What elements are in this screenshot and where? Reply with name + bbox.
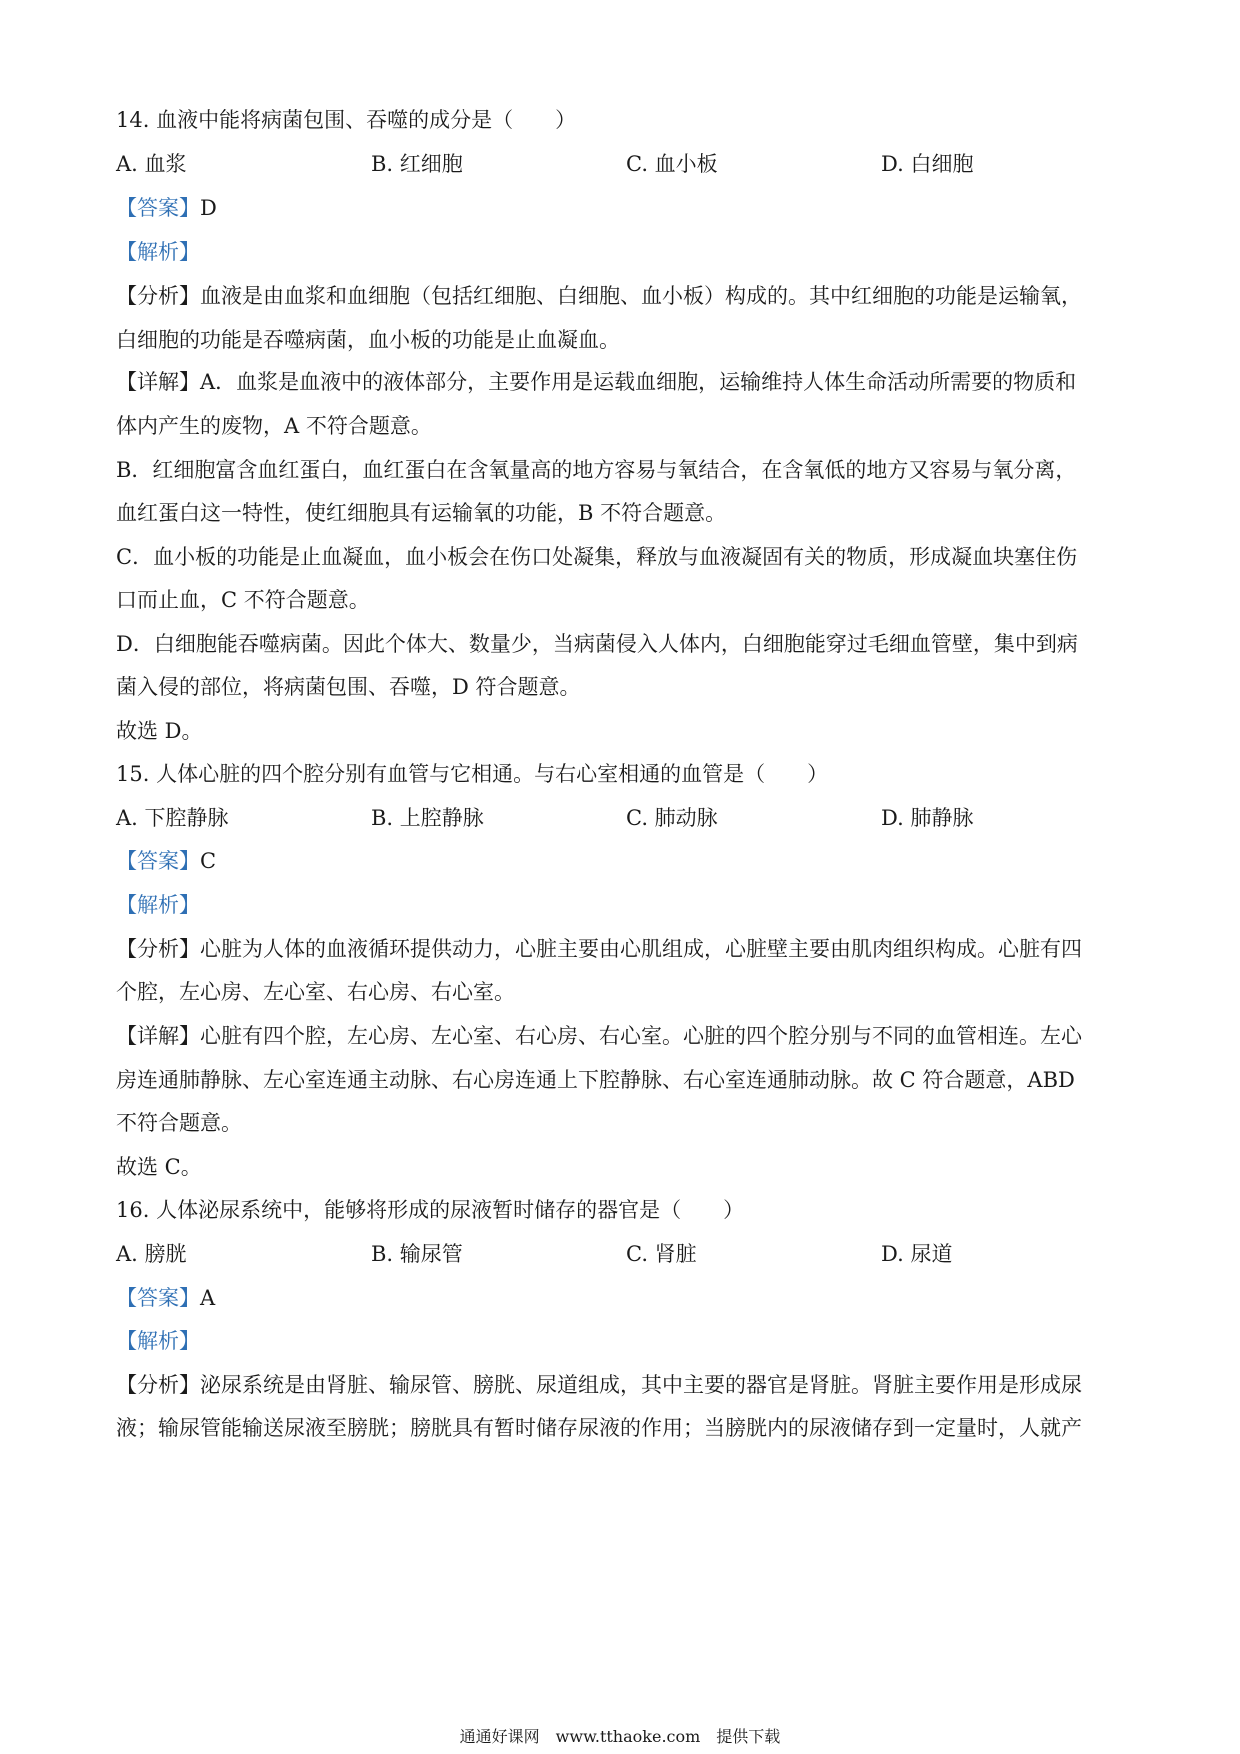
option-b-explain-1: B．红细胞富含血红蛋白，血红蛋白在含氧量高的地方容易与氧结合，在含氧低的地方又容易与氧分离， bbox=[116, 458, 1077, 482]
fenxi-line-1: 【分析】泌尿系统是由肾脏、输尿管、膀胱、尿道组成，其中主要的器官是肾脏。肾脏主要作用是形成尿 bbox=[116, 1373, 1082, 1397]
conclusion: 故选 D。 bbox=[116, 719, 203, 743]
xiangjie-line-2: 房连通肺静脉、左心室连通主动脉、右心房连通上下腔静脉、右心室连通肺动脉。故 C 符合题意，ABD bbox=[116, 1068, 1075, 1092]
question-16-options bbox=[116, 1240, 1126, 1268]
option-c-explain-1: C．血小板的功能是止血凝血，血小板会在伤口处凝集，释放与血液凝固有关的物质，形成凝血块塞住伤 bbox=[116, 545, 1078, 569]
option-d: D. 尿道 bbox=[881, 1242, 953, 1266]
option-b-explain-2: 血红蛋白这一特性，使红细胞具有运输氧的功能，B 不符合题意。 bbox=[116, 501, 727, 525]
answer-tag: 【答案】 bbox=[116, 849, 200, 873]
question-14-stem: 14. 血液中能将病菌包围、吞噬的成分是（ ） bbox=[116, 108, 577, 132]
answer-line bbox=[116, 1284, 1126, 1312]
option-c: C. 肾脏 bbox=[626, 1242, 697, 1266]
option-b: B. 输尿管 bbox=[371, 1242, 463, 1266]
option-c-explain-2: 口而止血，C 不符合题意。 bbox=[116, 588, 370, 612]
question-16-stem: 16. 人体泌尿系统中，能够将形成的尿液暂时储存的器官是（ ） bbox=[116, 1198, 745, 1222]
option-b: B. 红细胞 bbox=[371, 152, 463, 176]
question-15-options bbox=[116, 804, 1126, 832]
answer-value: A bbox=[200, 1286, 216, 1310]
xiangjie-line-1: 【详解】A．血浆是血液中的液体部分，主要作用是运载血细胞，运输维持人体生命活动所需要的物质和 bbox=[116, 370, 1077, 394]
fenxi-line-2: 液；输尿管能输送尿液至膀胱；膀胱具有暂时储存尿液的作用；当膀胱内的尿液储存到一定量时，人就产 bbox=[116, 1416, 1082, 1440]
fenxi-tag: 【分析】 bbox=[116, 1373, 200, 1397]
fenxi-line-1: 【分析】血液是由血浆和血细胞（包括红细胞、白细胞、血小板）构成的。其中红细胞的功能是运输氧， bbox=[116, 284, 1082, 308]
fenxi-line-1: 【分析】心脏为人体的血液循环提供动力，心脏主要由心肌组成，心脏壁主要由肌肉组织构成。心脏有四 bbox=[116, 937, 1082, 961]
xiangjie-line-3: 不符合题意。 bbox=[116, 1111, 242, 1135]
fenxi-tag: 【分析】 bbox=[116, 284, 200, 308]
answer-value: D bbox=[200, 196, 217, 220]
answer-tag: 【答案】 bbox=[116, 196, 200, 220]
answer-line bbox=[116, 847, 1126, 875]
option-d: D. 肺静脉 bbox=[881, 806, 974, 830]
option-b: B. 上腔静脉 bbox=[371, 806, 484, 830]
analysis-heading: 【解析】 bbox=[116, 1329, 200, 1353]
answer-value: C bbox=[200, 849, 217, 873]
option-a: A. 膀胱 bbox=[116, 1242, 187, 1266]
option-a: A. 下腔静脉 bbox=[116, 806, 229, 830]
option-d: D. 白细胞 bbox=[881, 152, 974, 176]
xiangjie-tag: 【详解】 bbox=[116, 1024, 200, 1048]
xiangjie-tag: 【详解】 bbox=[116, 370, 200, 394]
fenxi-line-2: 个腔，左心房、左心室、右心房、右心室。 bbox=[116, 980, 515, 1004]
option-d-explain-1: D．白细胞能吞噬病菌。因此个体大、数量少，当病菌侵入人体内，白细胞能穿过毛细血管壁，集中到病 bbox=[116, 632, 1078, 656]
option-c: C. 血小板 bbox=[626, 152, 718, 176]
conclusion: 故选 C。 bbox=[116, 1155, 202, 1179]
answer-line bbox=[116, 194, 1126, 222]
analysis-heading: 【解析】 bbox=[116, 893, 200, 917]
question-15-stem: 15. 人体心脏的四个腔分别有血管与它相通。与右心室相通的血管是（ ） bbox=[116, 762, 829, 786]
fenxi-line-2: 白细胞的功能是吞噬病菌，血小板的功能是止血凝血。 bbox=[116, 328, 620, 352]
question-14-options bbox=[116, 150, 1126, 178]
xiangjie-line-1: 【详解】心脏有四个腔，左心房、左心室、右心房、右心室。心脏的四个腔分别与不同的血管相连。左心 bbox=[116, 1024, 1082, 1048]
answer-tag: 【答案】 bbox=[116, 1286, 200, 1310]
footer-source: 通通好课网 www.tthaoke.com 提供下载 bbox=[459, 1727, 781, 1746]
analysis-heading: 【解析】 bbox=[116, 240, 200, 264]
option-d-explain-2: 菌入侵的部位，将病菌包围、吞噬，D 符合题意。 bbox=[116, 675, 581, 699]
xiangjie-line-2: 体内产生的废物，A 不符合题意。 bbox=[116, 414, 432, 438]
fenxi-tag: 【分析】 bbox=[116, 937, 200, 961]
option-c: C. 肺动脉 bbox=[626, 806, 718, 830]
option-a: A. 血浆 bbox=[116, 152, 187, 176]
